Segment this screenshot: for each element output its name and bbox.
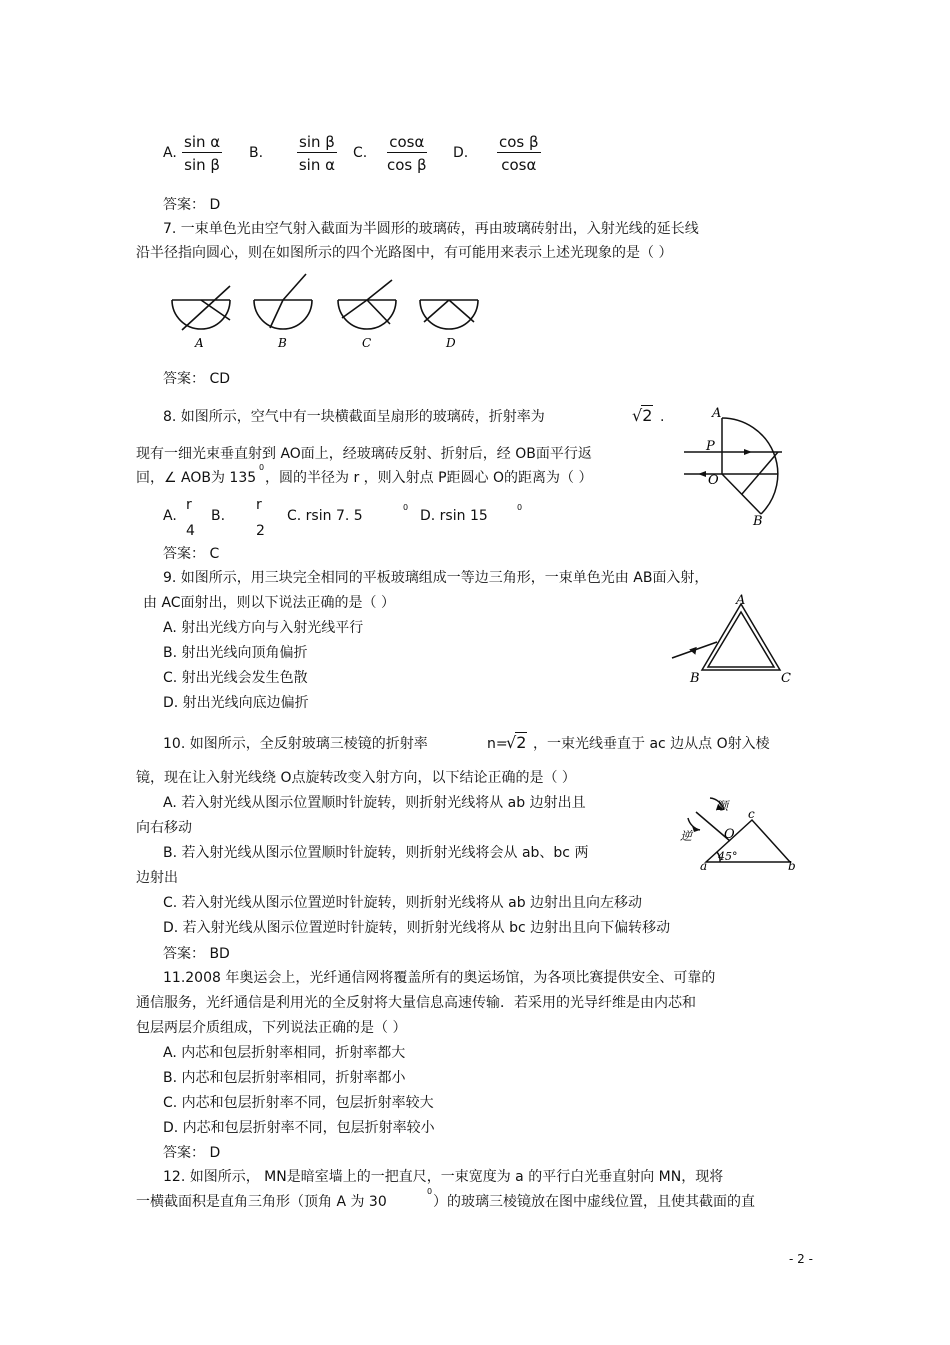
q7-label-d: D: [446, 336, 456, 350]
q7-label-b: B: [278, 336, 287, 350]
q9-triangle-figure: [668, 592, 798, 686]
q7-text-line1: 7. 一束单色光由空气射入截面为半圆形的玻璃砖，再由玻璃砖射出，入射光线的延长线: [163, 221, 699, 237]
q8-text-line3: 回，∠ AOB为 135: [136, 470, 257, 486]
q8-degree-mark: 0: [259, 463, 265, 472]
q12-text-line1: 12. 如图所示， MN是暗室墙上的一把直尺，一束宽度为 a 的平行白光垂直射向 MN，现将: [163, 1169, 724, 1185]
q8-label-o: O: [708, 473, 719, 488]
q12-text-line2a: 一横截面积是直角三角形（顶角 A 为 30: [136, 1194, 387, 1210]
q6-option-d-label: D.: [453, 145, 469, 161]
q10-text-line1b: ，一束光线垂直于 ac 边从点 O射入棱: [533, 736, 770, 752]
q7-figure-a: [172, 286, 230, 330]
q7-figure-d: [420, 300, 478, 329]
q10-option-b-line1: B. 若入射光线从图示位置顺时针旋转，则折射光线将会从 ab、bc 两: [163, 845, 589, 861]
q7-figure-c: [338, 280, 396, 329]
q10-label-b: b: [788, 859, 796, 872]
q8-option-b-numerator: r: [256, 497, 262, 513]
q10-label-o: O: [724, 827, 735, 842]
q10-sqrt: √2: [506, 733, 527, 752]
q8-option-c-degree: 0: [403, 503, 409, 512]
q7-figure-b: [254, 274, 312, 329]
q6-option-c-label: C.: [353, 145, 368, 161]
q8-label-a: A: [712, 406, 722, 421]
q6-a-numerator: sin α: [184, 133, 221, 151]
q9-label-a: A: [736, 593, 746, 608]
q8-arrow-out: [698, 471, 706, 477]
q6-option-a-label: A.: [163, 145, 177, 161]
q6-b-numerator: sin β: [299, 133, 335, 151]
q11-text-line1: 11.2008 年奥运会上，光纤通信网将覆盖所有的奥运场馆，为各项比赛提供安全、可靠的: [163, 970, 716, 986]
q11-option-a: A. 内芯和包层折射率相同，折射率都大: [163, 1045, 406, 1061]
q8-option-a-denominator: 4: [186, 523, 195, 539]
q7-light-path-figures: [160, 272, 490, 354]
q6-option-c-fraction: [387, 133, 427, 174]
q9-option-d: D. 射出光线向底边偏折: [163, 695, 309, 711]
q8-option-a-numerator: r: [186, 497, 192, 513]
q11-option-d: D. 内芯和包层折射率不同，包层折射率较小: [163, 1120, 435, 1136]
q8-answer: 答案： C: [163, 546, 220, 562]
q12-text-line2b: ）的玻璃三棱镜放在图中虚线位置，且使其截面的直: [433, 1194, 755, 1210]
q10-option-a-line2: 向右移动: [136, 820, 192, 836]
q10-prism-figure: [680, 796, 798, 872]
q6-option-b-label: B.: [249, 145, 264, 161]
q10-text-line2: 镜，现在让入射光线绕 O点旋转改变入射方向，以下结论正确的是（ ）: [136, 770, 576, 786]
q10-answer: 答案： BD: [163, 946, 230, 962]
q10-label-shun: 顺: [716, 799, 729, 813]
q12-degree-mark: 0: [427, 1187, 433, 1196]
q10-label-a: a: [700, 859, 708, 872]
q9-option-c: C. 射出光线会发生色散: [163, 670, 308, 686]
q6-c-numerator: cosα: [387, 133, 427, 153]
q6-option-a-fraction: [182, 133, 222, 174]
q9-option-a: A. 射出光线方向与入射光线平行: [163, 620, 364, 636]
q6-option-b-fraction: [297, 133, 337, 174]
q8-option-c: C. rsin 7. 5: [287, 508, 363, 524]
q6-answer: 答案： D: [163, 197, 221, 213]
q6-b-denominator: sin α: [298, 156, 335, 174]
q9-text-line2: 由 AC面射出，则以下说法正确的是（ ）: [143, 595, 396, 611]
q8-text-line3b: ，圆的半径为 r ，则入射点 P距圆心 O的距离为（ ）: [265, 470, 593, 486]
q6-option-d-fraction: [497, 133, 541, 174]
q8-text-period: .: [660, 409, 665, 425]
q8-option-b-label: B.: [211, 508, 226, 524]
q6-c-denominator: cos β: [387, 156, 427, 174]
q7-answer: 答案： CD: [163, 371, 231, 387]
q10-text-n: n=: [487, 736, 508, 752]
q10-option-b-line2: 边射出: [136, 870, 178, 886]
q9-label-c: C: [781, 671, 791, 686]
q10-label-ni: 逆: [680, 829, 693, 843]
q6-d-numerator: cos β: [499, 133, 539, 151]
q8-option-d-degree: 0: [517, 503, 523, 512]
q7-text-line2: 沿半径指向圆心，则在如图所示的四个光路图中，有可能用来表示上述光现象的是（ ）: [136, 245, 673, 261]
q8-option-d: D. rsin 15: [420, 508, 488, 524]
page-number: - 2 -: [789, 1252, 813, 1266]
q8-label-b: B: [753, 514, 763, 528]
q8-text-line2: 现有一细光束垂直射到 AO面上，经玻璃砖反射、折射后，经 OB面平行返: [136, 446, 592, 462]
q10-text-line1a: 10. 如图所示，全反射玻璃三棱镜的折射率: [163, 736, 428, 752]
q8-option-b-denominator: 2: [256, 523, 265, 539]
q9-text-line1: 9. 如图所示，用三块完全相同的平板玻璃组成一等边三角形，一束单色光由 AB面入射，: [163, 570, 709, 586]
q9-label-b: B: [690, 671, 700, 686]
q10-label-angle: 45°: [718, 850, 738, 863]
q7-label-a: A: [195, 336, 204, 350]
q8-text-line1: 8. 如图所示，空气中有一块横截面呈扇形的玻璃砖，折射率为: [163, 409, 545, 425]
q7-label-c: C: [362, 336, 372, 350]
q8-option-a-label: A.: [163, 508, 177, 524]
q8-sector-figure: [682, 404, 794, 528]
q10-option-d: D. 若入射光线从图示位置逆时针旋转，则折射光线将从 bc 边射出且向下偏转移动: [163, 920, 671, 936]
q11-text-line2: 通信服务，光纤通信是利用光的全反射将大量信息高速传输．若采用的光导纤维是由内芯和: [136, 995, 696, 1011]
q6-d-denominator: cosα: [501, 156, 537, 174]
q9-option-b: B. 射出光线向顶角偏折: [163, 645, 308, 661]
q10-option-c: C. 若入射光线从图示位置逆时针旋转，则折射光线将从 ab 边射出且向左移动: [163, 895, 643, 911]
q8-sqrt: √2: [632, 406, 653, 425]
q6-a-denominator: sin β: [184, 156, 220, 174]
q8-label-p: P: [706, 439, 715, 454]
q11-text-line3: 包层两层介质组成，下列说法正确的是（ ）: [136, 1020, 407, 1036]
q11-answer: 答案： D: [163, 1145, 221, 1161]
q10-option-a-line1: A. 若入射光线从图示位置顺时针旋转，则折射光线将从 ab 边射出且: [163, 795, 586, 811]
q11-option-c: C. 内芯和包层折射率不同，包层折射率较大: [163, 1095, 434, 1111]
q8-arrow-in: [744, 449, 752, 455]
q10-label-c: c: [748, 807, 755, 821]
q11-option-b: B. 内芯和包层折射率相同，折射率都小: [163, 1070, 406, 1086]
